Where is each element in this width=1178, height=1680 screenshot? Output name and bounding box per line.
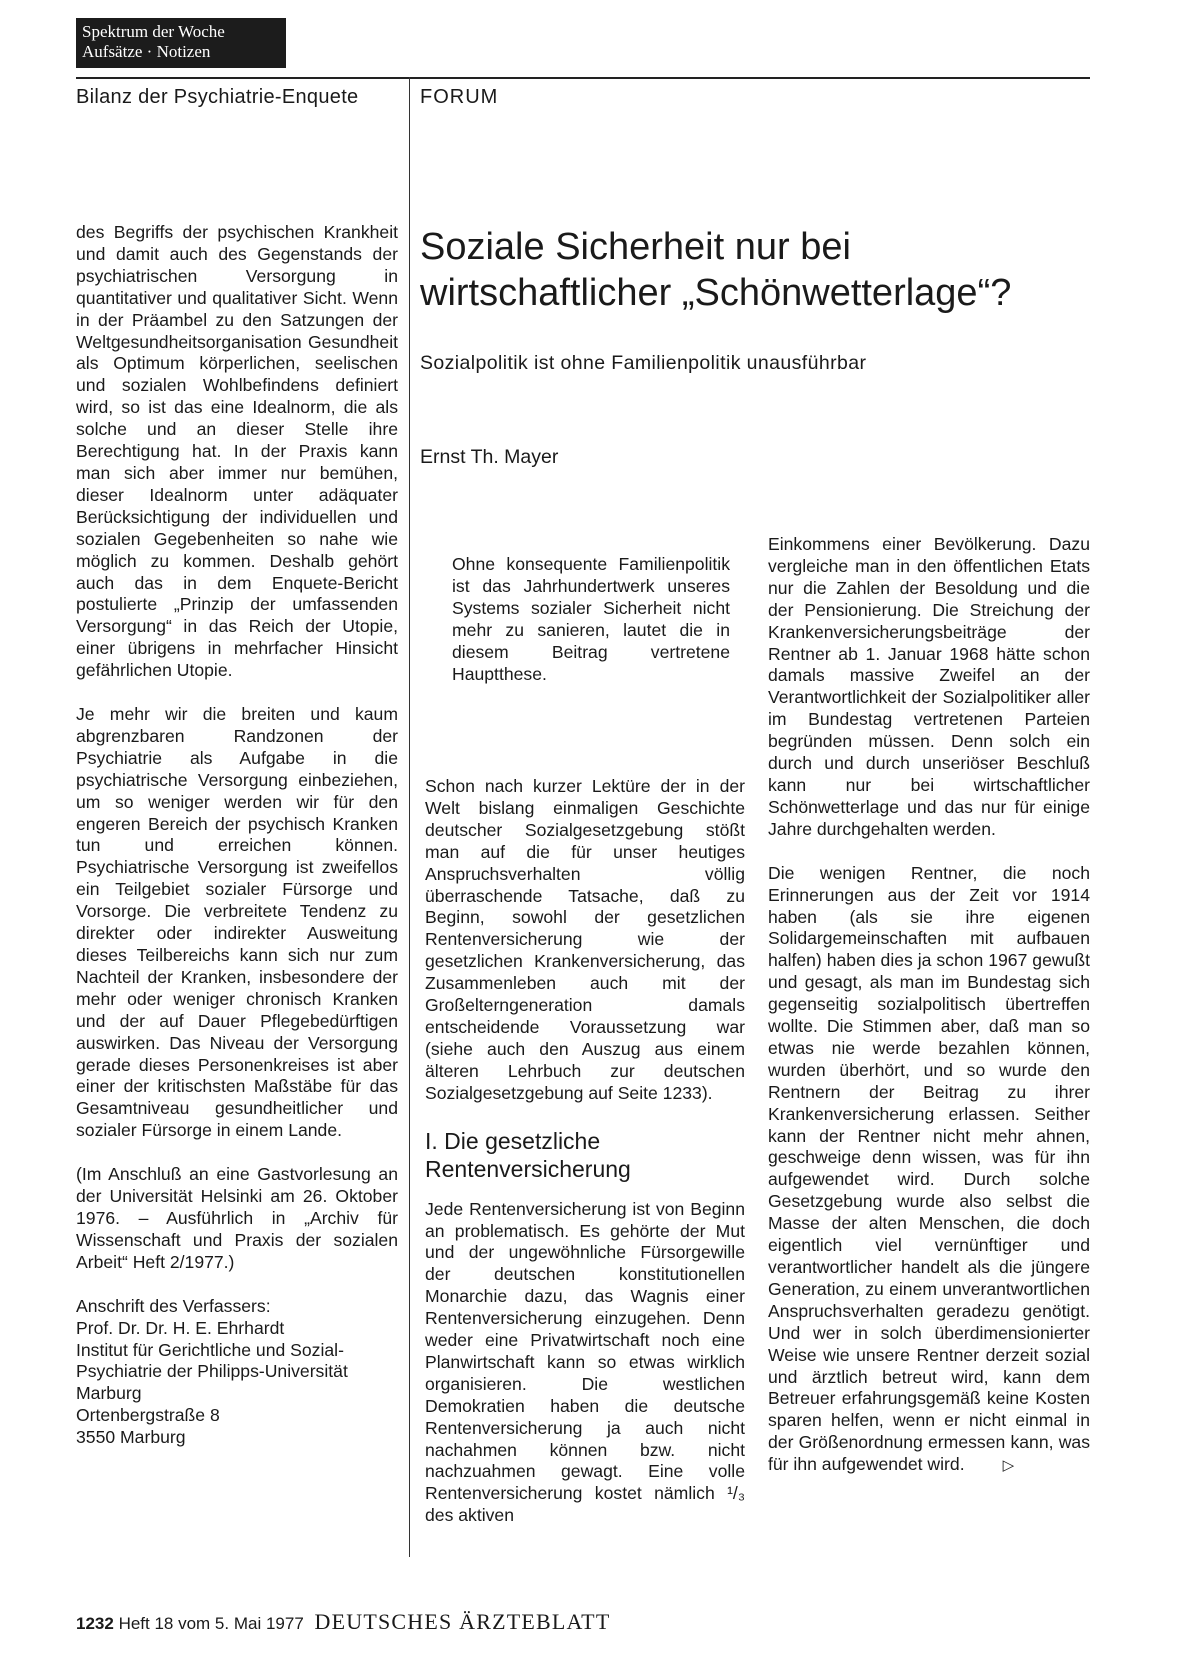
address-line: Prof. Dr. Dr. H. E. Ehrhardt (76, 1317, 285, 1338)
address-line: 3550 Marburg (76, 1427, 186, 1448)
page-footer (76, 1609, 610, 1635)
right-paragraph-1: Einkommens einer Bevölkerung. Dazu vergleiche man in den öffentlichen Etats nur die Zahlen der Besoldung und die der Pensionierung. Die Streichung der Krankenversicherungsbeiträge der Rentner ab 1. Januar 1968 hätte schon damals massive Zweifel an der Verantwortlichkeit der Sozialpolitiker aller im Bundestag vertretenen Parteien begründen müssen. Denn solch ein durch und durch unseriöser Beschluß kann nur bei wirtschaftlicher Schönwetterlage und das nur für einige Jahre durchgehalten werden. (768, 534, 1090, 839)
magazine-name: DEUTSCHES ÄRZTEBLATT (314, 1609, 611, 1634)
article-author: Ernst Th. Mayer (420, 446, 559, 468)
article-lead: Ohne konsequente Familienpolitik ist das Jahrhundertwerk unseres Systems sozialer Sicherheit nicht mehr zu sanieren, lautet die in diesem Beitrag vertretene Hauptthese. (452, 554, 730, 684)
right-paragraph-2 (768, 863, 1090, 1477)
left-column (76, 222, 398, 1449)
left-paragraph-2: Je mehr wir die breiten und kaum abgrenzbaren Randzonen der Psychiatrie als Aufgabe in die psychiatrische Versorgung einbeziehen, um so weniger werden wir für den engeren Bereich der psychisch Kranken tun und erreichen können. Psychiatrische Versorgung ist zweifellos ein Teilgebiet sozialer Fürsorge und Vorsorge. Die verbreitete Tendenz zu direkter oder indirekter Ausweitung dieses Teilbereichs kann sich nur zum Nachteil der Kranken, insbesondere der mehr oder weniger chronisch Kranken und der auf Dauer Pflegebedürftigen auswirken. Das Niveau der Versorgung gerade dieses Personenkreises ist aber einer der kritischsten Maßstäbe für das Gesamtniveau gesundheitlicher und sozialer Fürsorge in einem Lande. (76, 704, 398, 1141)
article-subtitle: Sozialpolitik ist ohne Familienpolitik unausführbar (420, 352, 867, 374)
title-line-1: Soziale Sicherheit nur bei (420, 226, 851, 268)
title-line-2: wirtschaftlicher „Schönwetterlage“? (420, 272, 1012, 314)
left-paragraph-1: des Begriffs der psychischen Krankheit und damit auch des Gegenstands der psychiatrischen Versorgung in quantitativer und qualitativer Sicht. Wenn in der Präambel zu den Satzungen der Weltgesundheitsorganisation Gesundheit als Optimum körperlichen, seelischen und sozialen Wohlbefindens definiert wird, so ist das eine Idealnorm, die als solche und an dieser Stelle ihre Berechtigung hat. In der Praxis kann man sich aber immer nur bemühen, dieser Idealnorm unter adäquater Berücksichtigung der individuellen und sozialen Gegebenheiten so nahe wie möglich zu kommen. Deshalb gehört auch das in dem Enquete-Bericht postulierte „Prinzip der umfassenden Versorgung“ in das Reich der Utopie, einer übrigens in mehrfacher Hinsicht gefährlichen Utopie. (76, 222, 398, 681)
continue-arrow-icon: ▷ (1002, 1457, 1015, 1475)
address-line: Institut für Gerichtliche und Sozial- (76, 1339, 344, 1360)
left-paragraph-footnote: (Im Anschluß an eine Gastvorlesung an der Universität Helsinki am 26. Oktober 1976. – Ausführlich in „Archiv für Wissenschaft und Praxis der sozialen Arbeit“ Heft 2/1977.) (76, 1164, 398, 1272)
badge-line-1: Spektrum der Woche (82, 22, 225, 41)
address-line: Marburg (76, 1383, 142, 1404)
address-line: Ortenbergstraße 8 (76, 1405, 220, 1426)
author-address (76, 1296, 398, 1449)
section-badge (76, 18, 286, 68)
column-divider (409, 77, 410, 1557)
right-section-heading: FORUM (420, 86, 499, 108)
address-line: Psychiatrie der Philipps-Universität (76, 1361, 348, 1382)
right-column (768, 534, 1090, 1499)
left-section-heading: Bilanz der Psychiatrie-Enquete (76, 86, 359, 108)
middle-paragraph-1: Schon nach kurzer Lektüre der in der Welt bislang einmaligen Geschichte deutscher Sozialgesetzgebung stößt man auf die für unser heutiges Anspruchsverhalten völlig überraschende Tatsache, daß zu Beginn, sowohl der gesetzlichen Rentenversicherung wie der gesetzlichen Krankenversicherung, das Zusammenleben auch mit der Großelterngeneration damals entscheidende Voraussetzung war (siehe auch den Auszug aus einem älteren Lehrbuch zur deutschen Sozialgesetzgebung auf Seite 1233). (425, 776, 745, 1103)
top-rule (76, 77, 1090, 79)
issue-info: Heft 18 vom 5. Mai 1977 (118, 1614, 304, 1633)
section-heading: I. Die gesetzliche Rentenversicherung (425, 1127, 631, 1182)
middle-paragraph-2: Jede Rentenversicherung ist von Beginn an problematisch. Es gehörte der Mut und der ungewöhnliche Fürsorgewille der deutschen konstitutionellen Monarchie dazu, das Wagnis einer Rentenversicherung einzugehen. Denn weder eine Privatwirtschaft noch eine Planwirtschaft kann so etwas wirklich organisieren. Die westlichen Demokratien haben die deutsche Rentenversicherung ja auch nicht nachahmen können bzw. nicht nachzuahmen gewagt. Eine volle Rentenversicherung kostet nämlich ¹/₃ des aktiven (425, 1198, 745, 1526)
middle-column (425, 776, 745, 1549)
badge-line-2: Aufsätze · Notizen (82, 42, 211, 61)
right-paragraph-2-text: Die wenigen Rentner, die noch Erinnerungen aus der Zeit vor 1914 haben (als sie ihre eigenen Solidargemeinschaften mit aufbauen halfen) haben dies ja schon 1967 gewußt und gesagt, als man im Bundestag sich gegenseitig sozialpolitisch übertreffen wollte. Die Stimmen aber, daß man so etwas nie werde bezahlen können, wurden überhört, und so wurde den Rentnern der Beitrag zu ihrer Krankenversicherung erlassen. Seither kann der Rentner nicht mehr ahnen, geschweige denn wissen, was für ihn aufgewendet wird. Durch solche Gesetzgebung wurde also selbst die Masse der alten Menschen, die doch eigentlich viel vernünftiger und verantwortlicher handelt als die jüngere Generation, zu einem unverantwortlichen Anspruchsverhalten geradezu genötigt. Und wer in solch überdimensionierter Weise wie unsere Rentner derzeit sozial und ärztlich betreut wird, kann dem Betreuer erfahrungsgemäß keine Kosten sparen helfen, wenn er nicht einmal in der Größenordnung ermessen kann, was für ihn aufgewendet wird. (768, 862, 1090, 1475)
article-title (420, 224, 1100, 316)
page-number: 1232 (76, 1614, 114, 1633)
address-line: Anschrift des Verfassers: (76, 1295, 271, 1316)
